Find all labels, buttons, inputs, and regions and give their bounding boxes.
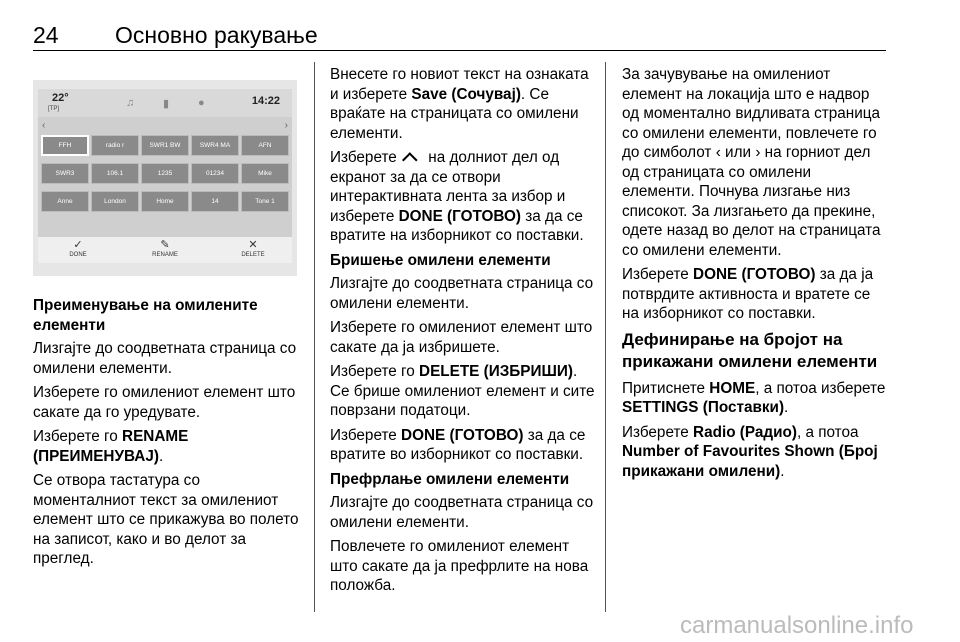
favourite-button[interactable]: FFH [41, 135, 89, 156]
favourite-button[interactable]: Anne [41, 191, 89, 212]
column-1 [33, 292, 303, 574]
done-label: DONE [69, 252, 87, 258]
favourite-button[interactable]: SWR3 [41, 163, 89, 184]
chevron-up-icon [402, 152, 418, 168]
check-icon: ✓ [73, 239, 83, 251]
paragraph: Изберете го DELETE (ИЗБРИШИ). Се брише омилениот елемент и сите поврзани податоци. [330, 363, 595, 419]
paragraph: Изберете DONE (ГОТОВО) за да ја потврдите активноста и вратете се на изборникот со поставки. [622, 266, 874, 322]
favourite-button[interactable]: London [91, 191, 139, 212]
infotainment-screen-illustration [33, 80, 297, 276]
screen-topbar [38, 89, 292, 117]
scroll-row [38, 120, 292, 134]
favourite-button[interactable]: 1235 [141, 163, 189, 184]
music-icon: ♫ [126, 97, 135, 109]
page-number: 24 [33, 22, 59, 48]
delete-label: DELETE [241, 252, 265, 258]
favourite-button[interactable]: Mike [241, 163, 289, 184]
favourite-button[interactable]: SWR1 BW [141, 135, 189, 156]
delete-action[interactable] [223, 239, 283, 258]
pencil-icon: ✎ [160, 239, 170, 251]
phone-icon: ▮ [163, 98, 170, 110]
column-3 [622, 65, 888, 486]
paragraph: Изберете Radio (Радио), а потоа Number of Favourites Shown (Број прикажани омилени). [622, 423, 878, 480]
rename-action[interactable] [135, 239, 195, 258]
favourite-button[interactable]: 01234 [191, 163, 239, 184]
paragraph: Изберете го омилениот елемент што сакате да ја избришете. [330, 319, 593, 356]
heading-define: Дефинирање на бројот на прикажани омилени елементи [622, 329, 878, 371]
favourite-button[interactable]: SWR4 MA [191, 135, 239, 156]
favourite-button[interactable]: radio r [91, 135, 139, 156]
page-header [33, 22, 318, 49]
nav-icon: ● [198, 97, 205, 109]
paragraph: Повлечете го омилениот елемент што сакате да ја префрлите на нова положба. [330, 538, 589, 594]
paragraph: Изберете DONE (ГОТОВО) за да се вратите во изборникот со поставки. [330, 426, 586, 463]
column-2 [330, 65, 596, 601]
paragraph: За зачувување на омилениот елемент на локација што е надвор од моментално видливата страница со омилени елементи, повлечете го до симболот ‹ или › на горниот дел од страницата со омилени елементи. Почнува лизгање низ списокот. За лизгањето да прекине, одете назад во делот на страницата со омилени елементи. [622, 66, 881, 259]
heading-delete: Бришење омилени елементи [330, 251, 551, 269]
paragraph: Изберете го омилениот елемент што сакате да го уредувате. [33, 384, 296, 421]
close-icon: ✕ [248, 239, 258, 251]
chevron-left-icon: ‹ [715, 144, 721, 161]
paragraph: Притиснете HOME, а потоа изберете SETTINGS (Поставки). [622, 379, 886, 416]
temperature: 22° [52, 92, 69, 104]
done-action[interactable] [48, 239, 108, 258]
paragraph: Изберете на долниот дел од екранот за да се отвори интерактивната лента за избор и изберете DONE (ГОТОВО) за да се вратите на изборникот со поставки. [330, 149, 584, 244]
heading-move: Префрлање омилени елементи [330, 470, 570, 488]
action-bar [38, 237, 292, 263]
favourite-button[interactable]: Tone 1 [241, 191, 289, 212]
chevron-left-icon[interactable]: ‹ [42, 120, 46, 131]
watermark: carmanualsonline.info [680, 612, 914, 639]
screen-frame [38, 89, 292, 263]
favourite-button[interactable]: AFN [241, 135, 289, 156]
page-title: Основно ракување [115, 22, 318, 48]
rename-label: RENAME [152, 252, 178, 258]
chevron-right-icon[interactable]: › [284, 120, 288, 131]
favourite-button[interactable]: Home [141, 191, 189, 212]
paragraph: Изберете го RENAME (ПРЕИМЕНУВАЈ). [33, 428, 189, 465]
paragraph: Се отвора тастатура со моменталниот текст за омилениот елемент што се прикажува во полето на записот, како и во делот за преглед. [33, 472, 299, 567]
tp-indicator: [TP] [48, 106, 60, 112]
favourite-button[interactable]: 14 [191, 191, 239, 212]
favourite-button[interactable]: 106.1 [91, 163, 139, 184]
paragraph: Лизгајте до соодветната страница со омилени елементи. [330, 275, 594, 312]
paragraph: Лизгајте до соодветната страница со омилени елементи. [330, 494, 594, 531]
paragraph: Внесете го новиот текст на ознаката и изберете Save (Сочувај). Се враќате на страницата со омилени елементи. [330, 66, 589, 142]
chevron-right-icon: › [755, 144, 761, 161]
header-rule [33, 50, 886, 51]
column-divider-1 [314, 62, 315, 612]
heading-rename: Преименување на омилените елементи [33, 297, 258, 334]
clock: 14:22 [251, 95, 280, 107]
paragraph: Лизгајте до соодветната страница со омилени елементи. [33, 340, 297, 377]
column-divider-2 [605, 62, 606, 612]
